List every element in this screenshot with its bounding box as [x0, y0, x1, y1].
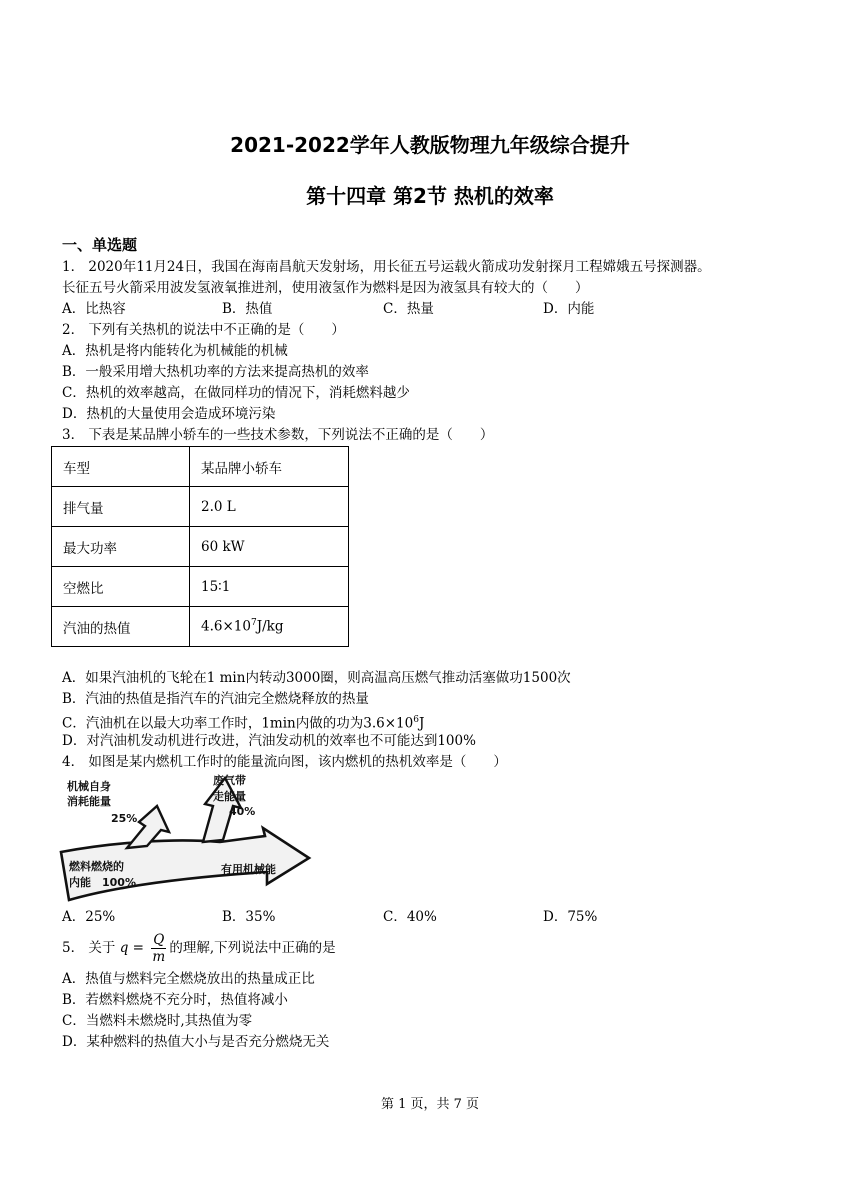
q3-stem: 3． 下表是某品牌小轿车的一些技术参数，下列说法不正确的是（ ）	[62, 427, 494, 443]
q3-option-c	[62, 710, 424, 734]
table-row	[52, 567, 349, 607]
heat-value-unit: J/kg	[256, 618, 284, 635]
mech-loss-label-2: 消耗能量	[67, 795, 111, 808]
q5-option-b: B．若燃料燃烧不充分时，热值将减小	[62, 992, 288, 1008]
q5-stem: 5． 关于 q = $\frac{Q}{m}$ 的理解,下列说法中正确的是	[62, 932, 336, 965]
q1-option-a: A．比热容	[62, 301, 126, 317]
q2-stem: 2． 下列有关热机的说法中不正确的是（ ）	[62, 322, 345, 338]
q2-option-a: A．热机是将内能转化为机械能的机械	[62, 343, 288, 359]
exhaust-percent: 40%	[229, 805, 256, 818]
table-cell: 2.0 L	[190, 487, 349, 527]
car-parameters-table	[51, 446, 349, 647]
q4-stem: 4． 如图是某内燃机工作时的能量流向图，该内燃机的热机效率是（ ）	[62, 754, 507, 770]
table-cell: 15∶1	[190, 567, 349, 607]
table-cell: 某品牌小轿车	[190, 447, 349, 487]
page-footer: 第 1 页，共 7 页	[380, 1097, 480, 1112]
document-title: 2021-2022学年人教版物理九年级综合提升	[230, 133, 630, 157]
q1-stem-line1: 1． 2020年11月24日，我国在海南昌航天发射场，用长征五号运载火箭成功发射探月工程嫦娥五号探测器。	[62, 259, 711, 275]
q1-option-b: B．热值	[222, 301, 273, 317]
q5-option-a: A．热值与燃料完全燃烧放出的热量成正比	[62, 971, 315, 987]
section-heading: 一、单选题	[62, 236, 138, 254]
useful-work-label: 有用机械能	[221, 863, 276, 876]
q2-option-d: D．热机的大量使用会造成环境污染	[62, 406, 276, 422]
q3-option-a: A．如果汽油机的飞轮在1 min内转动3000圈，则高温高压燃气推动活塞做功1500次	[62, 670, 571, 686]
q3-option-c-text: C．汽油机在以最大功率工作时，1min内做的功为3.6×10	[62, 715, 414, 732]
fuel-energy-label-2: 内能 100%	[69, 876, 136, 889]
exhaust-label-2: 走能量	[213, 790, 246, 803]
table-row	[52, 487, 349, 527]
q4-option-d: D．75%	[543, 909, 598, 925]
chapter-title: 第十四章 第2节 热机的效率	[306, 184, 554, 208]
table-cell: 空燃比	[52, 567, 190, 607]
fuel-energy-label-1: 燃料燃烧的	[69, 860, 124, 873]
q5-suffix: 的理解,下列说法中正确的是	[169, 940, 336, 956]
q2-option-b: B．一般采用增大热机功率的方法来提高热机的效率	[62, 364, 369, 380]
formula-denominator: m	[152, 949, 166, 965]
heat-value-exponent: 7	[250, 618, 257, 629]
q5-option-d: D．某种燃料的热值大小与是否充分燃烧无关	[62, 1034, 330, 1050]
q1-option-d: D．内能	[543, 301, 595, 317]
table-cell: 60 kW	[190, 527, 349, 567]
formula-numerator: Q	[153, 932, 165, 948]
q4-option-b: B．35%	[222, 909, 276, 925]
table-row	[52, 527, 349, 567]
mech-loss-percent: 25%	[111, 812, 138, 825]
q3-option-c-unit: J	[418, 715, 425, 732]
table-cell: 排气量	[52, 487, 190, 527]
q4-option-c: C．40%	[383, 909, 437, 925]
q3-option-d: D．对汽油机发动机进行改进，汽油发动机的效率也不可能达到100%	[62, 733, 476, 749]
heat-value-base: 4.6×10	[201, 618, 251, 635]
table-cell-heat-value	[190, 607, 349, 647]
q5-option-c: C．当燃料未燃烧时,其热值为零	[62, 1013, 253, 1029]
table-row	[52, 607, 349, 647]
q1-option-c: C．热量	[383, 301, 434, 317]
q3-option-b: B．汽油的热值是指汽车的汽油完全燃烧释放的热量	[62, 691, 369, 707]
q1-stem-line2: 长征五号火箭采用波发氢液氧推进剂，使用液氢作为燃料是因为液氢具有较大的（ ）	[62, 280, 589, 296]
formula-lhs: q	[119, 940, 129, 956]
formula-fraction	[151, 932, 166, 965]
q5-prefix: 5． 关于	[62, 940, 116, 956]
table-cell: 最大功率	[52, 527, 190, 567]
q4-option-a: A．25%	[62, 909, 116, 925]
table-cell: 车型	[52, 447, 190, 487]
mech-loss-label-1: 机械自身	[67, 780, 111, 793]
table-row	[52, 447, 349, 487]
table-cell: 汽油的热值	[52, 607, 190, 647]
exhaust-label-1: 废气带	[213, 774, 246, 787]
q3-option-c-exponent: 6	[413, 715, 419, 725]
q2-option-c: C．热机的效率越高，在做同样功的情况下，消耗燃料越少	[62, 385, 410, 401]
energy-flow-diagram	[55, 772, 325, 908]
